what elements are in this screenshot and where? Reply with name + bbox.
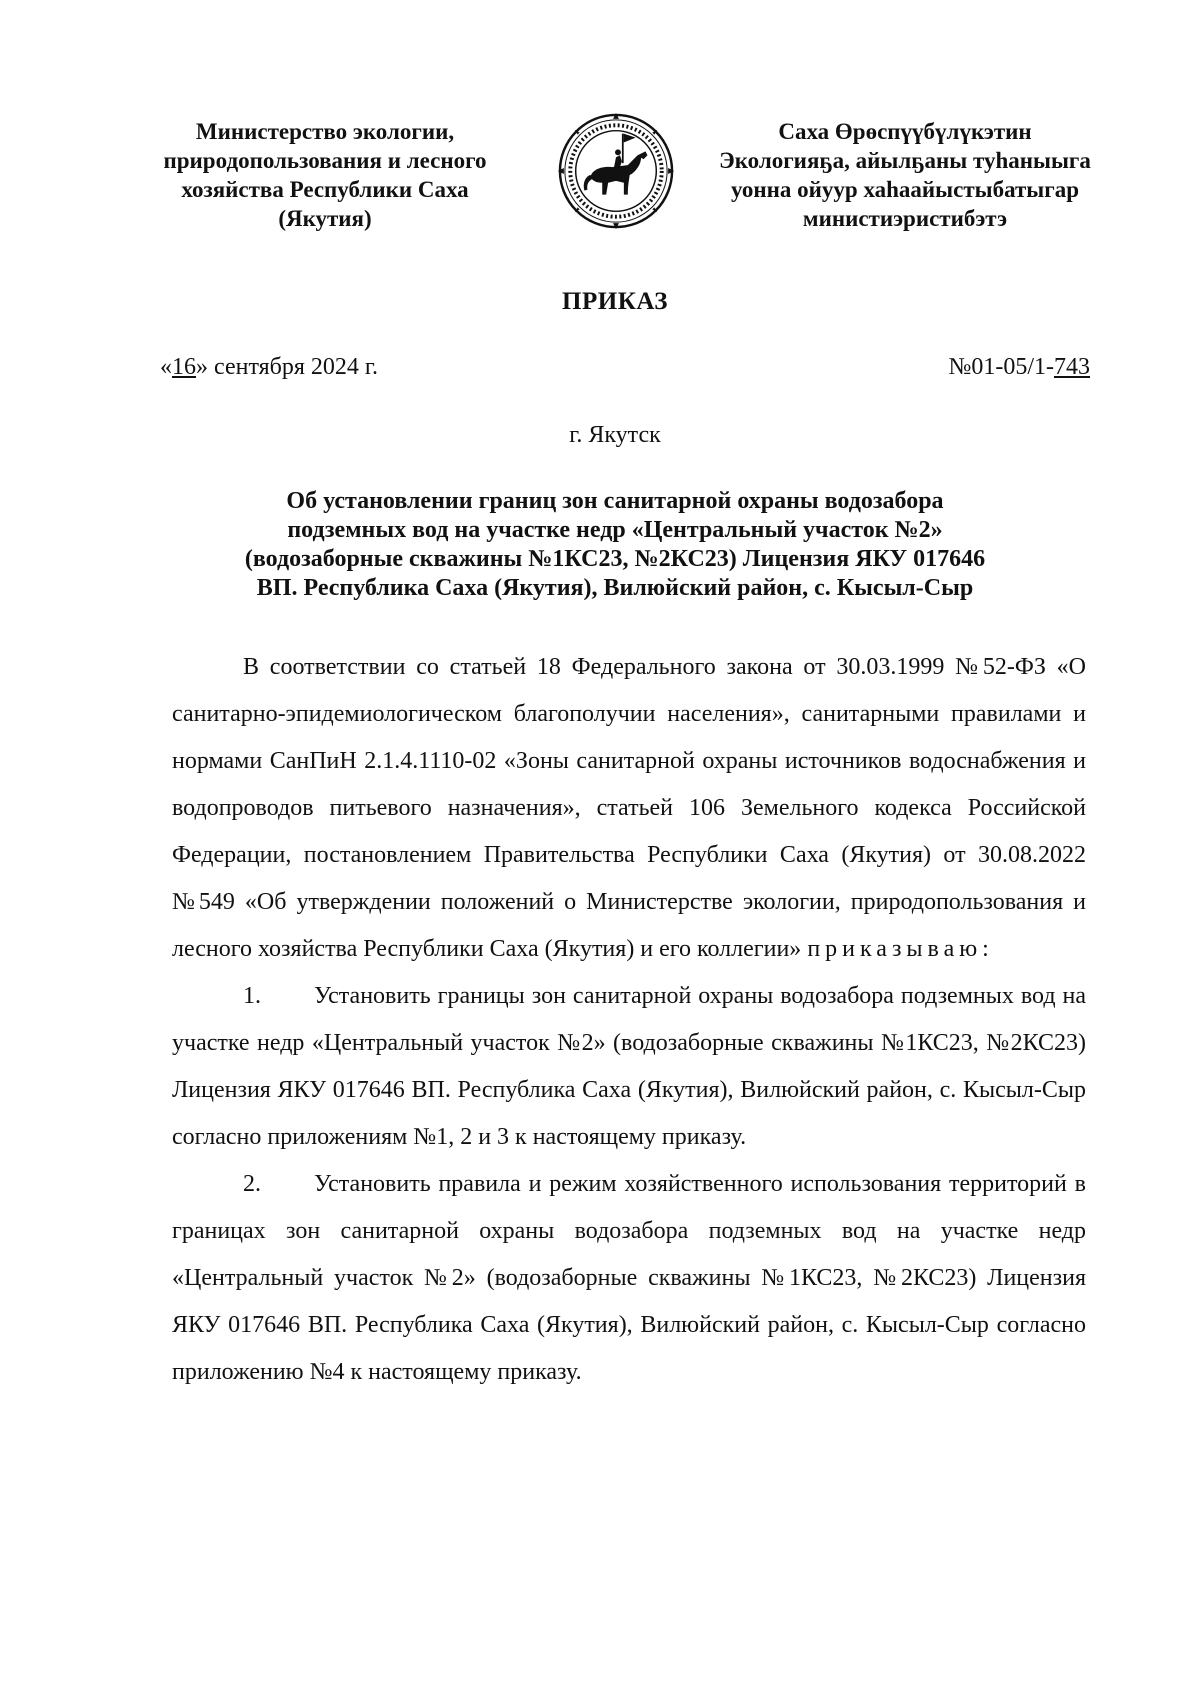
order-date bbox=[160, 354, 378, 381]
item-number: 1. bbox=[243, 983, 261, 1009]
sakha-coat-of-arms-icon bbox=[557, 112, 675, 230]
date-day: 16 bbox=[172, 354, 196, 380]
order-number-prefix: №01-05/1- bbox=[948, 354, 1054, 380]
order-body bbox=[172, 644, 1086, 1396]
ministry-name-line: министиэристибэтэ bbox=[802, 206, 1008, 231]
heading-line: подземных вод на участке недр «Центральный участок №2» bbox=[287, 517, 943, 543]
order-subject-heading bbox=[150, 487, 1080, 603]
item-number: 2. bbox=[243, 1171, 261, 1197]
date-open-quote: « bbox=[160, 354, 172, 380]
item-text: Установить правила и режим хозяйственного использования территорий в границах зон санитарной охраны водозабора подземных вод на участке недр «Центральный участок №2» (водозаборные скважины №1КС23, №2КС23) Лицензия ЯКУ 017646 ВП. Республика Саха (Якутия), Вилюйский район, с. Кысыл-Сыр согласно приложению №4 к настоящему приказу. bbox=[172, 1171, 1086, 1385]
order-word: приказываю: bbox=[807, 936, 994, 962]
ministry-name-line: Саха Өрөспүүбүлүкэтин bbox=[778, 119, 1032, 144]
ministry-name-line: (Якутия) bbox=[278, 206, 372, 231]
order-number bbox=[948, 354, 1090, 381]
order-item-1 bbox=[172, 973, 1086, 1161]
item-text: Установить границы зон санитарной охраны водозабора подземных вод на участке недр «Центральный участок №2» (водозаборные скважины №1КС23, №2КС23) Лицензия ЯКУ 017646 ВП. Республика Саха (Якутия), Вилюйский район, с. Кысыл-Сыр согласно приложениям №1, 2 и 3 к настоящему приказу. bbox=[172, 983, 1086, 1150]
heading-line: Об установлении границ зон санитарной охраны водозабора bbox=[286, 488, 944, 514]
date-month-year: » сентября 2024 г. bbox=[196, 354, 379, 380]
order-number-value: 743 bbox=[1054, 354, 1090, 380]
document-title: ПРИКАЗ bbox=[562, 288, 668, 315]
ministry-name-sakha bbox=[705, 117, 1105, 233]
city: г. Якутск bbox=[569, 422, 661, 448]
ministry-name-line: Министерство экологии, bbox=[195, 119, 455, 144]
ministry-name-line: природопользования и лесного bbox=[163, 148, 487, 173]
heading-line: (водозаборные скважины №1КС23, №2КС23) Лицензия ЯКУ 017646 bbox=[244, 546, 986, 572]
ministry-name-line: уонна ойуур хаһаайыстыбатыгар bbox=[730, 177, 1080, 202]
ministry-name-line: хозяйства Республики Саха bbox=[181, 177, 469, 202]
heading-line: ВП. Республика Саха (Якутия), Вилюйский район, с. Кысыл-Сыр bbox=[256, 575, 974, 601]
order-item-2 bbox=[172, 1161, 1086, 1396]
preamble-text: В соответствии со статьей 18 Федерального закона от 30.03.1999 №52-ФЗ «О санитарно-эпидемиологическом благополучии населения», санитарными правилами и нормами СанПиН 2.1.4.1110-02 «Зоны санитарной охраны источников водоснабжения и водопроводов питьевого назначения», статьей 106 Земельного кодекса Российской Федерации, постановлением Правительства Республики Саха (Якутия) от 30.08.2022 №549 «Об утверждении положений о Министерстве экологии, природопользования и лесного хозяйства Республики Саха (Якутия) и его коллегии» bbox=[172, 654, 1086, 962]
ministry-name-russian bbox=[125, 117, 525, 233]
preamble-paragraph bbox=[172, 644, 1086, 973]
ministry-name-line: Экологияҕа, айылҕаны туһаныыга bbox=[719, 148, 1091, 173]
